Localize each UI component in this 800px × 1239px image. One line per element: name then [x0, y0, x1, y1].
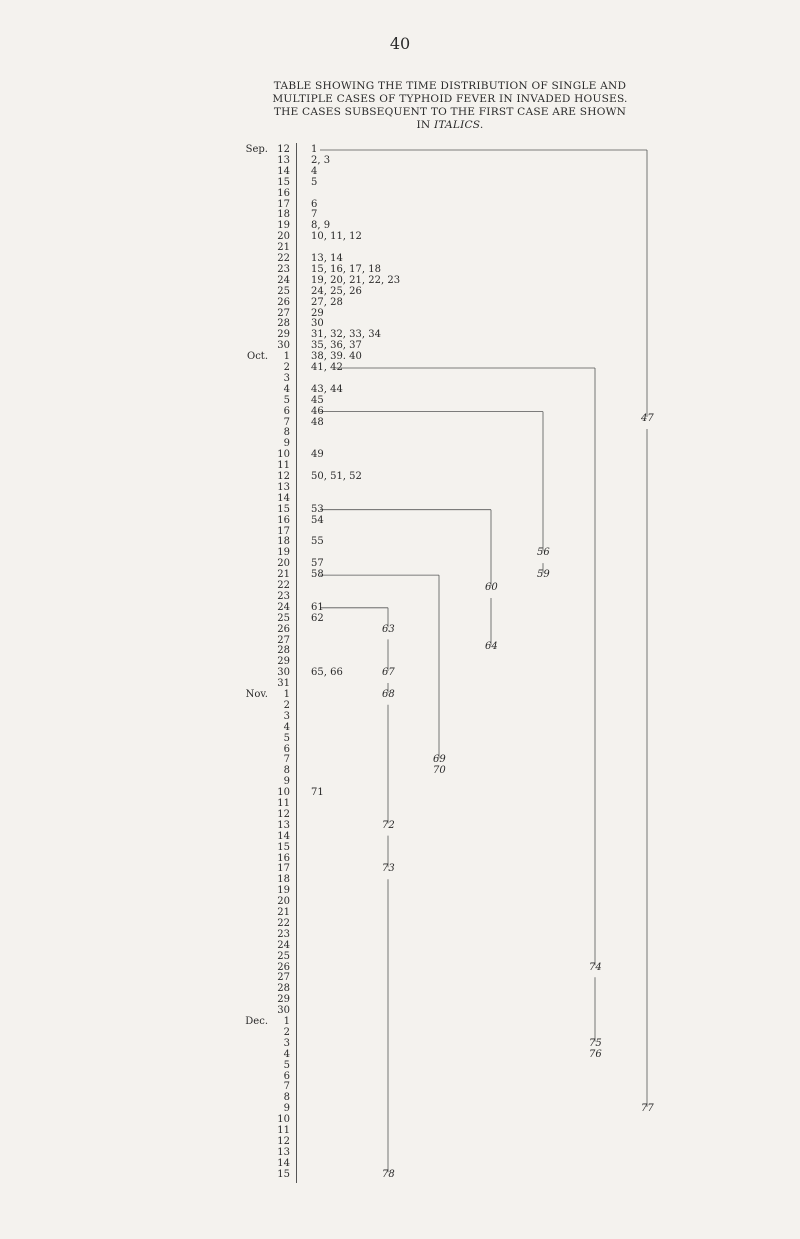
day-label: 29	[277, 994, 290, 1006]
first-case-entry: 55	[311, 536, 324, 548]
first-case-entry: 13, 14	[311, 253, 343, 264]
month-label: Oct.	[247, 351, 268, 363]
day-label: 19	[277, 220, 290, 232]
day-label: 24	[277, 274, 290, 286]
day-label: 20	[277, 231, 290, 243]
day-label: 1	[283, 351, 290, 363]
day-label: 27	[277, 307, 290, 319]
first-case-entry: 27, 28	[311, 296, 343, 308]
day-label: 20	[277, 558, 290, 570]
subsequent-case-label: 74	[589, 961, 602, 973]
month-label: Sep.	[245, 144, 268, 155]
subsequent-case-label: 76	[589, 1048, 602, 1060]
day-label: 13	[277, 154, 290, 166]
subsequent-case-label: 60	[485, 582, 498, 594]
day-label: 27	[277, 972, 290, 984]
first-case-entry: 10, 11, 12	[311, 231, 362, 243]
day-label: 30	[277, 340, 290, 352]
first-case-entry: 58	[311, 569, 324, 581]
day-label: 9	[283, 1103, 290, 1115]
title-line-4-italic: ITALICS.	[433, 119, 484, 131]
day-label: 25	[277, 285, 290, 297]
day-label: 20	[277, 896, 290, 908]
day-label: 6	[283, 743, 290, 755]
subsequent-case-label: 56	[537, 547, 550, 559]
day-label: 25	[277, 950, 290, 962]
day-label: 26	[277, 623, 290, 635]
day-label: 10	[277, 1114, 290, 1126]
day-label: 17	[277, 525, 290, 537]
day-label: 22	[277, 253, 290, 264]
first-case-entry: 5	[311, 176, 318, 188]
first-case-entry: 49	[311, 449, 324, 461]
day-label: 11	[277, 1125, 290, 1136]
day-label: 15	[277, 176, 290, 188]
day-label: 4	[283, 1048, 290, 1060]
title-line-3: THE CASES SUBSEQUENT TO THE FIRST CASE ARE SHOWN	[273, 106, 627, 118]
day-label: 14	[277, 492, 290, 504]
first-case-entry: 62	[311, 612, 324, 624]
month-label: Dec.	[245, 1016, 268, 1027]
day-label: 28	[277, 318, 290, 330]
day-label: 12	[277, 1135, 290, 1147]
day-label: 15	[277, 1168, 290, 1180]
day-label: 6	[283, 405, 290, 417]
first-case-entry: 45	[311, 394, 324, 406]
day-label: 23	[277, 928, 290, 940]
first-case-entry: 35, 36, 37	[311, 340, 362, 352]
first-case-entry: 54	[311, 514, 324, 526]
day-label: 4	[283, 721, 290, 733]
day-label: 25	[277, 612, 290, 624]
day-label: 9	[283, 438, 290, 450]
first-case-entry: 38, 39. 40	[311, 351, 362, 363]
title-line-1: TABLE SHOWING THE TIME DISTRIBUTION OF SINGLE AND	[273, 80, 627, 92]
first-case-entry: 43, 44	[311, 383, 343, 395]
title-line-4-prefix: IN	[416, 119, 434, 131]
subsequent-case-label: 59	[537, 569, 550, 581]
first-case-entry: 24, 25, 26	[311, 285, 362, 297]
subsequent-case-label: 73	[382, 863, 395, 875]
day-label: 17	[277, 198, 290, 210]
day-label: 9	[283, 776, 290, 788]
title-line-2: MULTIPLE CASES OF TYPHOID FEVER IN INVADED HOUSES.	[272, 93, 628, 105]
first-case-entry: 8, 9	[311, 220, 331, 232]
subsequent-case-label: 47	[641, 413, 654, 425]
first-case-entry: 19, 20, 21, 22, 23	[311, 274, 401, 286]
first-case-entry: 57	[311, 558, 324, 570]
day-label: 19	[277, 547, 290, 559]
day-label: 26	[277, 296, 290, 308]
subsequent-case-label: 64	[485, 641, 498, 653]
day-label: 8	[283, 1092, 290, 1104]
first-case-entry: 30	[311, 318, 324, 330]
day-label: 7	[283, 754, 290, 766]
day-label: 26	[277, 961, 290, 973]
day-label: 7	[283, 416, 290, 428]
day-label: 3	[283, 1037, 290, 1049]
subsequent-case-label: 75	[589, 1037, 602, 1049]
first-case-entry: 65, 66	[311, 667, 343, 679]
day-label: 12	[277, 144, 290, 155]
subsequent-case-label: 68	[382, 689, 395, 700]
month-label: Nov.	[245, 689, 268, 700]
day-label: 22	[277, 580, 290, 591]
day-label: 1	[283, 689, 290, 700]
day-label: 2	[283, 699, 290, 711]
first-case-entry: 4	[311, 165, 318, 177]
day-label: 5	[283, 1059, 290, 1071]
day-label: 24	[277, 939, 290, 951]
day-label: 5	[283, 732, 290, 744]
day-label: 30	[277, 1005, 290, 1017]
day-label: 10	[277, 449, 290, 461]
day-label: 13	[277, 819, 290, 831]
day-label: 18	[277, 874, 290, 886]
first-case-entry: 7	[311, 209, 318, 221]
day-label: 1	[283, 1016, 290, 1027]
first-case-entry: 61	[311, 601, 324, 613]
day-label: 27	[277, 634, 290, 646]
day-label: 13	[277, 481, 290, 493]
day-label: 16	[277, 852, 290, 864]
day-label: 10	[277, 787, 290, 799]
first-case-entry: 48	[311, 416, 324, 428]
day-label: 16	[277, 187, 290, 199]
day-label: 4	[283, 383, 290, 395]
day-label: 5	[283, 394, 290, 406]
subsequent-case-label: 69	[433, 754, 446, 766]
day-label: 21	[277, 907, 290, 918]
day-label: 18	[277, 209, 290, 221]
day-label: 14	[277, 830, 290, 842]
day-label: 2	[283, 1026, 290, 1038]
first-case-entry: 1	[311, 144, 318, 155]
day-label: 2	[283, 362, 290, 373]
first-case-entry: 2, 3	[311, 154, 331, 166]
day-label: 11	[277, 798, 290, 809]
first-case-entry: 6	[311, 198, 318, 210]
first-case-entry: 41, 42	[311, 362, 343, 373]
day-label: 15	[277, 841, 290, 853]
day-label: 31	[277, 678, 290, 690]
day-label: 28	[277, 983, 290, 995]
day-label: 29	[277, 656, 290, 668]
day-label: 12	[277, 471, 290, 482]
page-number: 40	[389, 34, 411, 53]
day-label: 19	[277, 885, 290, 897]
day-label: 18	[277, 536, 290, 548]
first-case-entry: 46	[311, 405, 324, 417]
first-case-entry: 50, 51, 52	[311, 471, 362, 482]
day-label: 22	[277, 917, 290, 929]
day-label: 15	[277, 503, 290, 515]
first-case-entry: 31, 32, 33, 34	[311, 329, 381, 341]
day-label: 3	[283, 710, 290, 722]
day-label: 7	[283, 1081, 290, 1093]
day-label: 3	[283, 372, 290, 384]
subsequent-case-label: 63	[382, 623, 395, 635]
day-label: 6	[283, 1070, 290, 1082]
first-case-entry: 53	[311, 503, 324, 515]
subsequent-case-label: 72	[382, 819, 395, 831]
day-label: 24	[277, 601, 290, 613]
day-label: 21	[277, 569, 290, 581]
day-label: 28	[277, 645, 290, 657]
day-label: 30	[277, 667, 290, 679]
subsequent-case-label: 70	[433, 765, 446, 777]
day-label: 14	[277, 165, 290, 177]
day-label: 23	[277, 590, 290, 602]
first-case-entry: 15, 16, 17, 18	[311, 263, 381, 275]
day-label: 21	[277, 242, 290, 254]
day-label: 16	[277, 514, 290, 526]
day-label: 23	[277, 263, 290, 275]
subsequent-case-label: 78	[382, 1168, 395, 1180]
day-label: 11	[277, 460, 290, 472]
subsequent-case-label: 77	[641, 1103, 654, 1115]
first-case-entry: 71	[311, 787, 324, 799]
day-label: 14	[277, 1157, 290, 1169]
day-label: 13	[277, 1146, 290, 1158]
first-case-entry: 29	[311, 307, 324, 319]
day-label: 8	[283, 765, 290, 777]
subsequent-case-label: 67	[382, 667, 395, 679]
day-label: 17	[277, 863, 290, 875]
day-label: 12	[277, 808, 290, 820]
day-label: 8	[283, 427, 290, 439]
day-label: 29	[277, 329, 290, 341]
